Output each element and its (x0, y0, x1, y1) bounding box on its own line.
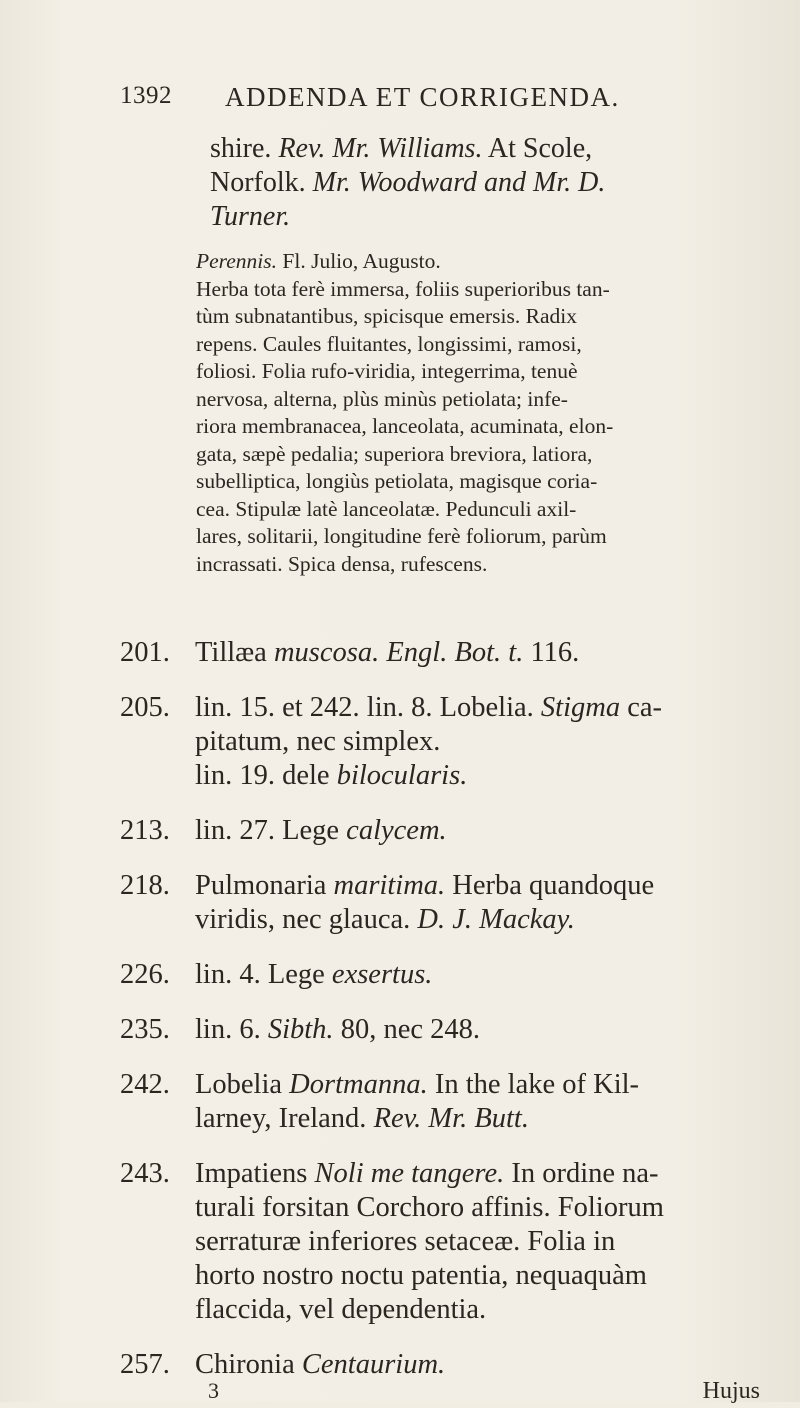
corrigenda-entry (120, 1348, 780, 1382)
entry-text (195, 1348, 780, 1382)
description-line: foliosi. Folia rufo-viridia, integerrima, tenuè (196, 359, 578, 383)
entry-line (195, 1102, 780, 1136)
text-run: Pulmonaria (195, 870, 334, 901)
text-run: ca- (620, 692, 663, 723)
text-run: Herba quandoque (445, 870, 655, 901)
entry-line (195, 725, 780, 759)
text-run: horto nostro noctu patentia, nequaquàm (195, 1260, 647, 1291)
corrigenda-entry (120, 958, 780, 992)
entry-line (195, 1191, 780, 1225)
entry-line (195, 759, 780, 793)
description-line: tùm subnatantibus, spicisque emersis. Radix (196, 304, 577, 328)
text-run: viridis, nec glauca. (195, 904, 418, 935)
description-line: subelliptica, longiùs petiolata, magisque coria- (196, 469, 598, 493)
entry-line (195, 1013, 780, 1047)
description-line: gata, sæpè pedalia; superiora breviora, latiora, (196, 441, 593, 466)
italic-text: exsertus. (331, 959, 433, 990)
text-run: pitatum, nec simplex. (195, 726, 441, 757)
entry-line (195, 1293, 780, 1327)
text-run: lin. 4. Lege (195, 959, 332, 990)
page-footer (120, 1378, 760, 1408)
italic-text: D. J. Mackay. (417, 904, 575, 935)
entry-line (195, 691, 780, 725)
description-line: lares, solitarii, longitudine ferè foliorum, parùm (196, 524, 607, 548)
corrigenda-entry (120, 691, 780, 793)
text-run: In the lake of Kil- (427, 1069, 640, 1100)
description-body (196, 276, 776, 579)
entry-page-number: 218. (120, 870, 170, 901)
description-line: Perennis. Fl. Julio, Augusto. (196, 249, 441, 273)
description-line: riora membranacea, lanceolata, acuminata, elon- (196, 414, 614, 438)
entry-page-number: 213. (120, 815, 170, 846)
entry-line (195, 869, 780, 903)
text-run: Tillæa (195, 637, 274, 668)
catchword: Hujus (702, 1378, 760, 1404)
corrigenda-entry (120, 636, 780, 670)
intro-paragraph (210, 132, 770, 234)
text-run: Impatiens (195, 1158, 315, 1189)
text-run: 80, nec 248. (333, 1014, 480, 1045)
entry-page-number: 242. (120, 1069, 170, 1100)
italic-text: bilocularis. (336, 760, 468, 791)
entry-text (195, 869, 780, 937)
italic-text: maritima. (333, 870, 446, 901)
text-run: Chironia (195, 1349, 302, 1380)
italic-text: Centaurium. (301, 1349, 446, 1380)
species-description (196, 248, 776, 578)
corrigenda-entry (120, 814, 780, 848)
italic-text: Rev. Mr. Butt. (373, 1103, 529, 1134)
entry-page-number: 235. (120, 1014, 170, 1045)
text-run: serraturæ inferiores setaceæ. Folia in (195, 1226, 616, 1257)
corrigenda-list (120, 636, 780, 1403)
text-run: flaccida, vel dependentia. (195, 1294, 487, 1325)
entry-text (195, 636, 780, 670)
text-run: lin. 27. Lege (195, 815, 347, 846)
text-run: turali forsitan Corchoro affinis. Foliorum (195, 1192, 664, 1223)
italic-text: muscosa. Engl. Bot. t. (273, 637, 524, 668)
entry-text (195, 1157, 780, 1327)
intro-line: shire. Rev. Mr. Williams. At Scole, (210, 133, 593, 164)
entry-line (195, 1348, 780, 1382)
description-line: incrassati. Spica densa, rufescens. (196, 551, 488, 576)
entry-line (195, 814, 780, 848)
italic-text: Sibth. (267, 1014, 334, 1045)
entry-page-number: 201. (120, 637, 170, 668)
text-run: larney, Ireland. (195, 1103, 374, 1134)
corrigenda-entry (120, 869, 780, 937)
entry-text (195, 958, 780, 992)
entry-line (195, 958, 780, 992)
text-run: lin. 6. (195, 1014, 268, 1045)
description-line: Herba tota ferè immersa, foliis superioribus tan- (196, 276, 610, 301)
italic-text: Noli me tangere. (314, 1158, 505, 1189)
italic-text: Dortmanna. (289, 1069, 428, 1100)
entry-line (195, 903, 780, 937)
text-run: In ordine na- (504, 1158, 659, 1189)
signature-mark: 3 (208, 1378, 219, 1403)
text-run: lin. 15. et 242. lin. 8. Lobelia. (195, 692, 541, 723)
italic-text: calycem. (346, 815, 447, 846)
text-run: Lobelia (195, 1069, 290, 1100)
running-head: ADDENDA ET CORRIGENDA. (225, 82, 620, 112)
entry-line (195, 1068, 780, 1102)
intro-line: Turner. (210, 201, 291, 232)
entry-text (195, 814, 780, 848)
entry-line (195, 1259, 780, 1293)
entry-line (195, 1225, 780, 1259)
entry-page-number: 205. (120, 692, 170, 723)
entry-page-number: 226. (120, 959, 170, 990)
page-number: 1392 (120, 82, 172, 109)
entry-line (195, 636, 780, 670)
corrigenda-entry (120, 1068, 780, 1136)
entry-text (195, 1013, 780, 1047)
intro-line: Norfolk. Mr. Woodward and Mr. D. (210, 167, 606, 198)
entry-text (195, 1068, 780, 1136)
entry-page-number: 243. (120, 1158, 170, 1189)
text-run: lin. 19. dele (195, 760, 337, 791)
entry-text (195, 691, 780, 793)
corrigenda-entry (120, 1013, 780, 1047)
italic-text: Stigma (540, 692, 621, 723)
entry-line (195, 1157, 780, 1191)
corrigenda-entry (120, 1157, 780, 1327)
description-line: repens. Caules fluitantes, longissimi, ramosi, (196, 331, 582, 356)
text-run: 116. (523, 637, 580, 668)
description-line: nervosa, alterna, plùs minùs petiolata; infe- (196, 386, 568, 411)
page-header (120, 82, 740, 122)
description-line: cea. Stipulæ latè lanceolatæ. Pedunculi axil- (196, 496, 577, 521)
entry-page-number: 257. (120, 1349, 170, 1380)
